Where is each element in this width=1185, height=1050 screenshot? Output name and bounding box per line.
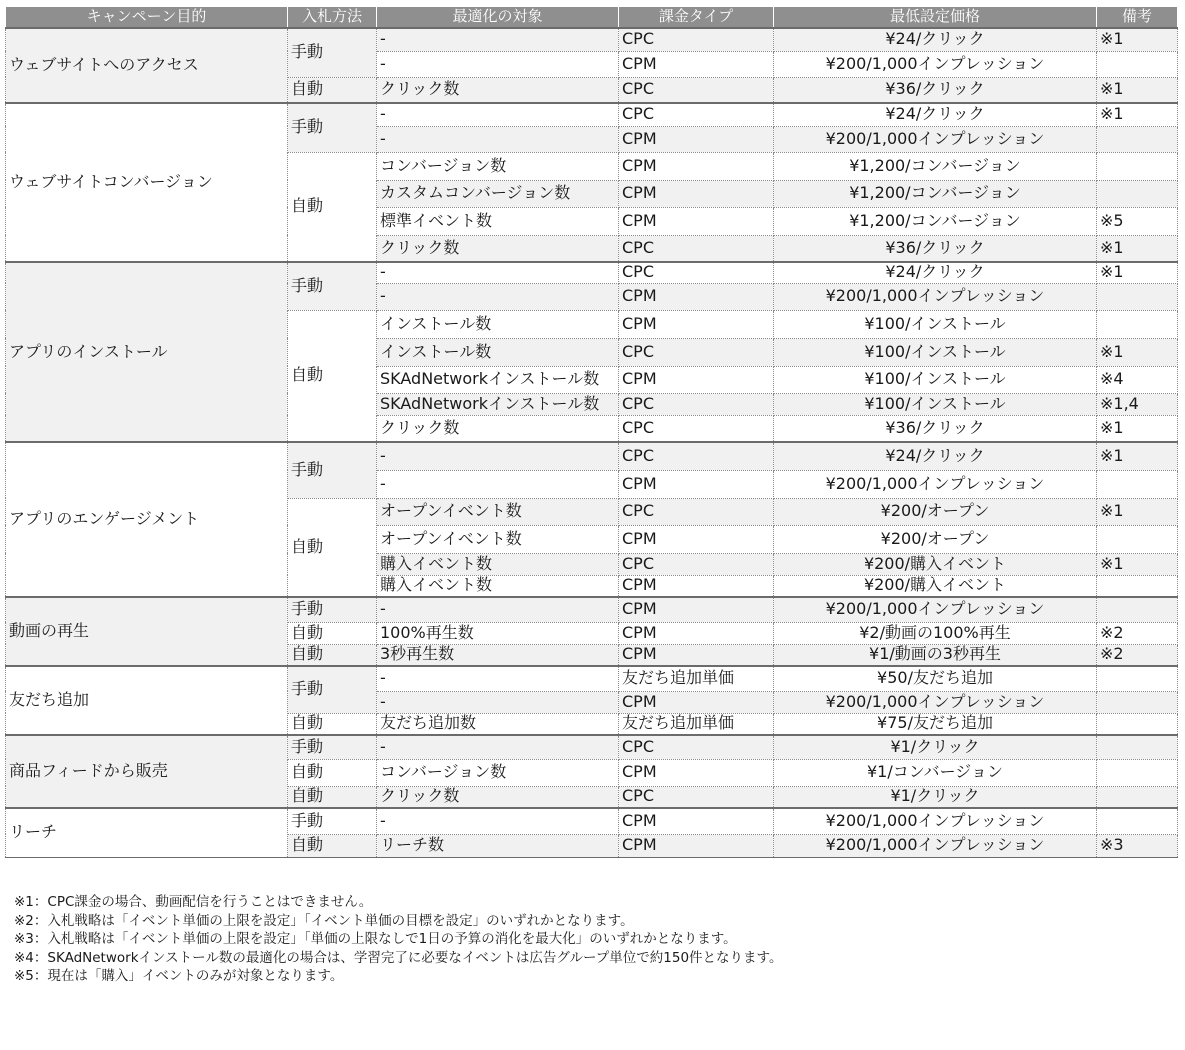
footnotes (14, 893, 782, 986)
minimum-price-cell: ¥36/クリック (774, 77, 1097, 103)
optimization-target-cell: - (377, 262, 619, 283)
remarks-cell (1097, 470, 1178, 498)
table-row (6, 735, 1178, 759)
optimization-target-cell: カスタムコンバージョン数 (377, 180, 619, 207)
remarks-cell: ※4 (1097, 366, 1178, 393)
objective-group (6, 262, 1178, 442)
campaign-objective-cell: 動画の再生 (6, 597, 288, 666)
bidding-method-cell: 自動 (288, 152, 377, 262)
minimum-price-cell: ¥1/コンバージョン (774, 759, 1097, 786)
remarks-cell (1097, 597, 1178, 622)
minimum-price-cell: ¥200/1,000インプレッション (774, 283, 1097, 310)
campaign-objective-cell: アプリのエンゲージメント (6, 442, 288, 597)
campaign-objective-cell: 商品フィードから販売 (6, 735, 288, 808)
remarks-cell: ※2 (1097, 644, 1178, 666)
optimization-target-cell: 購入イベント数 (377, 575, 619, 597)
billing-type-cell: CPM (619, 597, 774, 622)
objective-group (6, 442, 1178, 597)
minimum-price-cell: ¥50/友だち追加 (774, 666, 1097, 691)
optimization-target-cell: オープンイベント数 (377, 525, 619, 553)
remarks-cell: ※1 (1097, 77, 1178, 103)
remarks-cell (1097, 310, 1178, 338)
remarks-cell (1097, 51, 1178, 77)
billing-type-cell: 友だち追加単価 (619, 666, 774, 691)
objective-group (6, 666, 1178, 735)
billing-type-cell: CPM (619, 366, 774, 393)
remarks-cell: ※1 (1097, 415, 1178, 442)
billing-type-cell: CPM (619, 180, 774, 207)
bidding-method-cell: 手動 (288, 808, 377, 834)
minimum-price-cell: ¥100/インストール (774, 393, 1097, 415)
minimum-price-cell: ¥24/クリック (774, 442, 1097, 470)
header-bidding-method: 入札方法 (288, 7, 377, 29)
minimum-price-cell: ¥100/インストール (774, 366, 1097, 393)
bidding-method-cell: 手動 (288, 735, 377, 759)
billing-type-cell: CPC (619, 498, 774, 525)
minimum-price-cell: ¥24/クリック (774, 103, 1097, 126)
minimum-price-cell: ¥200/1,000インプレッション (774, 126, 1097, 152)
optimization-target-cell: クリック数 (377, 77, 619, 103)
optimization-target-cell: インストール数 (377, 310, 619, 338)
objective-group (6, 28, 1178, 103)
minimum-price-cell: ¥24/クリック (774, 262, 1097, 283)
billing-type-cell: CPM (619, 283, 774, 310)
billing-type-cell: 友だち追加単価 (619, 713, 774, 735)
optimization-target-cell: コンバージョン数 (377, 759, 619, 786)
billing-type-cell: CPC (619, 393, 774, 415)
optimization-target-cell: リーチ数 (377, 834, 619, 857)
billing-type-cell: CPM (619, 51, 774, 77)
billing-type-cell: CPM (619, 759, 774, 786)
minimum-price-cell: ¥1,200/コンバージョン (774, 152, 1097, 180)
minimum-price-cell: ¥1/クリック (774, 735, 1097, 759)
billing-type-cell: CPM (619, 310, 774, 338)
objective-group (6, 808, 1178, 857)
optimization-target-cell: - (377, 442, 619, 470)
minimum-price-cell: ¥200/1,000インプレッション (774, 51, 1097, 77)
optimization-target-cell: 3秒再生数 (377, 644, 619, 666)
remarks-cell (1097, 126, 1178, 152)
optimization-target-cell: - (377, 51, 619, 77)
billing-type-cell: CPM (619, 834, 774, 857)
billing-type-cell: CPC (619, 262, 774, 283)
minimum-price-cell: ¥100/インストール (774, 338, 1097, 366)
table-row (6, 666, 1178, 691)
optimization-target-cell: - (377, 470, 619, 498)
remarks-cell (1097, 575, 1178, 597)
remarks-cell (1097, 180, 1178, 207)
optimization-target-cell: - (377, 735, 619, 759)
minimum-price-cell: ¥1,200/コンバージョン (774, 180, 1097, 207)
optimization-target-cell: コンバージョン数 (377, 152, 619, 180)
minimum-price-cell: ¥1/クリック (774, 786, 1097, 808)
table-row (6, 28, 1178, 51)
minimum-price-cell: ¥200/購入イベント (774, 553, 1097, 575)
table-header-row (6, 7, 1178, 29)
optimization-target-cell: 友だち追加数 (377, 713, 619, 735)
optimization-target-cell: インストール数 (377, 338, 619, 366)
billing-type-cell: CPM (619, 691, 774, 713)
bidding-method-cell: 手動 (288, 103, 377, 152)
remarks-cell: ※1 (1097, 103, 1178, 126)
bidding-method-cell: 自動 (288, 644, 377, 666)
billing-type-cell: CPC (619, 338, 774, 366)
bidding-method-cell: 手動 (288, 28, 377, 77)
optimization-target-cell: 100%再生数 (377, 622, 619, 644)
remarks-cell (1097, 666, 1178, 691)
campaign-objective-cell: ウェブサイトへのアクセス (6, 28, 288, 103)
minimum-price-cell: ¥200/1,000インプレッション (774, 808, 1097, 834)
bidding-method-cell: 手動 (288, 262, 377, 310)
table-row (6, 442, 1178, 470)
optimization-target-cell: - (377, 103, 619, 126)
optimization-target-cell: - (377, 597, 619, 622)
optimization-target-cell: クリック数 (377, 235, 619, 262)
remarks-cell (1097, 786, 1178, 808)
billing-type-cell: CPC (619, 553, 774, 575)
table-row (6, 262, 1178, 283)
optimization-target-cell: クリック数 (377, 415, 619, 442)
footnote: ※1：CPC課金の場合、動画配信を行うことはできません。 (14, 894, 373, 910)
bidding-method-cell: 手動 (288, 666, 377, 713)
minimum-price-cell: ¥1/動画の3秒再生 (774, 644, 1097, 666)
table-row (6, 808, 1178, 834)
optimization-target-cell: SKAdNetworkインストール数 (377, 393, 619, 415)
campaign-objective-cell: ウェブサイトコンバージョン (6, 103, 288, 262)
minimum-price-cell: ¥24/クリック (774, 28, 1097, 51)
billing-type-cell: CPC (619, 442, 774, 470)
remarks-cell: ※1 (1097, 235, 1178, 262)
minimum-price-cell: ¥200/1,000インプレッション (774, 834, 1097, 857)
remarks-cell: ※5 (1097, 207, 1178, 235)
billing-type-cell: CPC (619, 103, 774, 126)
pricing-table-container (5, 6, 1177, 985)
minimum-price-cell: ¥100/インストール (774, 310, 1097, 338)
billing-type-cell: CPC (619, 415, 774, 442)
header-billing-type: 課金タイプ (619, 7, 774, 29)
header-minimum-price: 最低設定価格 (774, 7, 1097, 29)
billing-type-cell: CPM (619, 575, 774, 597)
campaign-objective-cell: アプリのインストール (6, 262, 288, 442)
minimum-price-cell: ¥1,200/コンバージョン (774, 207, 1097, 235)
table-row (6, 103, 1178, 126)
bidding-method-cell: 自動 (288, 786, 377, 808)
bidding-method-cell: 自動 (288, 713, 377, 735)
remarks-cell (1097, 713, 1178, 735)
remarks-cell (1097, 283, 1178, 310)
optimization-target-cell: オープンイベント数 (377, 498, 619, 525)
objective-group (6, 735, 1178, 808)
remarks-cell: ※1 (1097, 338, 1178, 366)
minimum-price-cell: ¥36/クリック (774, 415, 1097, 442)
remarks-cell: ※1 (1097, 498, 1178, 525)
header-remarks: 備考 (1097, 7, 1178, 29)
optimization-target-cell: - (377, 691, 619, 713)
bidding-method-cell: 自動 (288, 834, 377, 857)
billing-type-cell: CPC (619, 235, 774, 262)
remarks-cell (1097, 735, 1178, 759)
remarks-cell: ※3 (1097, 834, 1178, 857)
billing-type-cell: CPC (619, 28, 774, 51)
objective-group (6, 103, 1178, 262)
optimization-target-cell: - (377, 808, 619, 834)
minimum-price-cell: ¥200/オープン (774, 525, 1097, 553)
remarks-cell: ※2 (1097, 622, 1178, 644)
remarks-cell (1097, 759, 1178, 786)
optimization-target-cell: 購入イベント数 (377, 553, 619, 575)
billing-type-cell: CPC (619, 786, 774, 808)
minimum-price-cell: ¥200/1,000インプレッション (774, 470, 1097, 498)
campaign-objective-cell: 友だち追加 (6, 666, 288, 735)
minimum-price-cell: ¥200/オープン (774, 498, 1097, 525)
remarks-cell (1097, 152, 1178, 180)
bidding-method-cell: 自動 (288, 77, 377, 103)
optimization-target-cell: 標準イベント数 (377, 207, 619, 235)
minimum-price-cell: ¥200/1,000インプレッション (774, 597, 1097, 622)
table-row (6, 597, 1178, 622)
optimization-target-cell: クリック数 (377, 786, 619, 808)
minimum-price-table (5, 6, 1178, 858)
minimum-price-cell: ¥200/1,000インプレッション (774, 691, 1097, 713)
optimization-target-cell: SKAdNetworkインストール数 (377, 366, 619, 393)
remarks-cell: ※1,4 (1097, 393, 1178, 415)
objective-group (6, 597, 1178, 666)
footnote: ※3：入札戦略は「イベント単価の上限を設定」「単価の上限なしで1日の予算の消化を最大化」のいずれかとなります。 (14, 931, 737, 948)
remarks-cell (1097, 691, 1178, 713)
header-campaign-objective: キャンペーン目的 (6, 7, 288, 29)
bidding-method-cell: 手動 (288, 597, 377, 622)
bidding-method-cell: 自動 (288, 310, 377, 442)
optimization-target-cell: - (377, 666, 619, 691)
bidding-method-cell: 自動 (288, 622, 377, 644)
header-optimization-target: 最適化の対象 (377, 7, 619, 29)
footnote: ※2：入札戦略は「イベント単価の上限を設定」「イベント単価の目標を設定」のいずれかとなります。 (14, 912, 634, 929)
billing-type-cell: CPM (619, 470, 774, 498)
billing-type-cell: CPM (619, 152, 774, 180)
remarks-cell (1097, 808, 1178, 834)
minimum-price-cell: ¥75/友だち追加 (774, 713, 1097, 735)
optimization-target-cell: - (377, 126, 619, 152)
billing-type-cell: CPM (619, 126, 774, 152)
billing-type-cell: CPM (619, 622, 774, 644)
optimization-target-cell: - (377, 283, 619, 310)
bidding-method-cell: 自動 (288, 498, 377, 597)
remarks-cell: ※1 (1097, 28, 1178, 51)
billing-type-cell: CPM (619, 808, 774, 834)
minimum-price-cell: ¥200/購入イベント (774, 575, 1097, 597)
billing-type-cell: CPM (619, 644, 774, 666)
campaign-objective-cell: リーチ (6, 808, 288, 857)
billing-type-cell: CPC (619, 77, 774, 103)
minimum-price-cell: ¥36/クリック (774, 235, 1097, 262)
minimum-price-cell: ¥2/動画の100%再生 (774, 622, 1097, 644)
footnote: ※5：現在は「購入」イベントのみが対象となります。 (14, 968, 344, 985)
billing-type-cell: CPM (619, 525, 774, 553)
billing-type-cell: CPC (619, 735, 774, 759)
footnote: ※4：SKAdNetworkインストール数の最適化の場合は、学習完了に必要なイベントは広告グループ単位で約150件となります。 (14, 949, 783, 966)
bidding-method-cell: 自動 (288, 759, 377, 786)
remarks-cell: ※1 (1097, 442, 1178, 470)
bidding-method-cell: 手動 (288, 442, 377, 498)
optimization-target-cell: - (377, 28, 619, 51)
billing-type-cell: CPM (619, 207, 774, 235)
remarks-cell (1097, 525, 1178, 553)
remarks-cell: ※1 (1097, 553, 1178, 575)
remarks-cell: ※1 (1097, 262, 1178, 283)
